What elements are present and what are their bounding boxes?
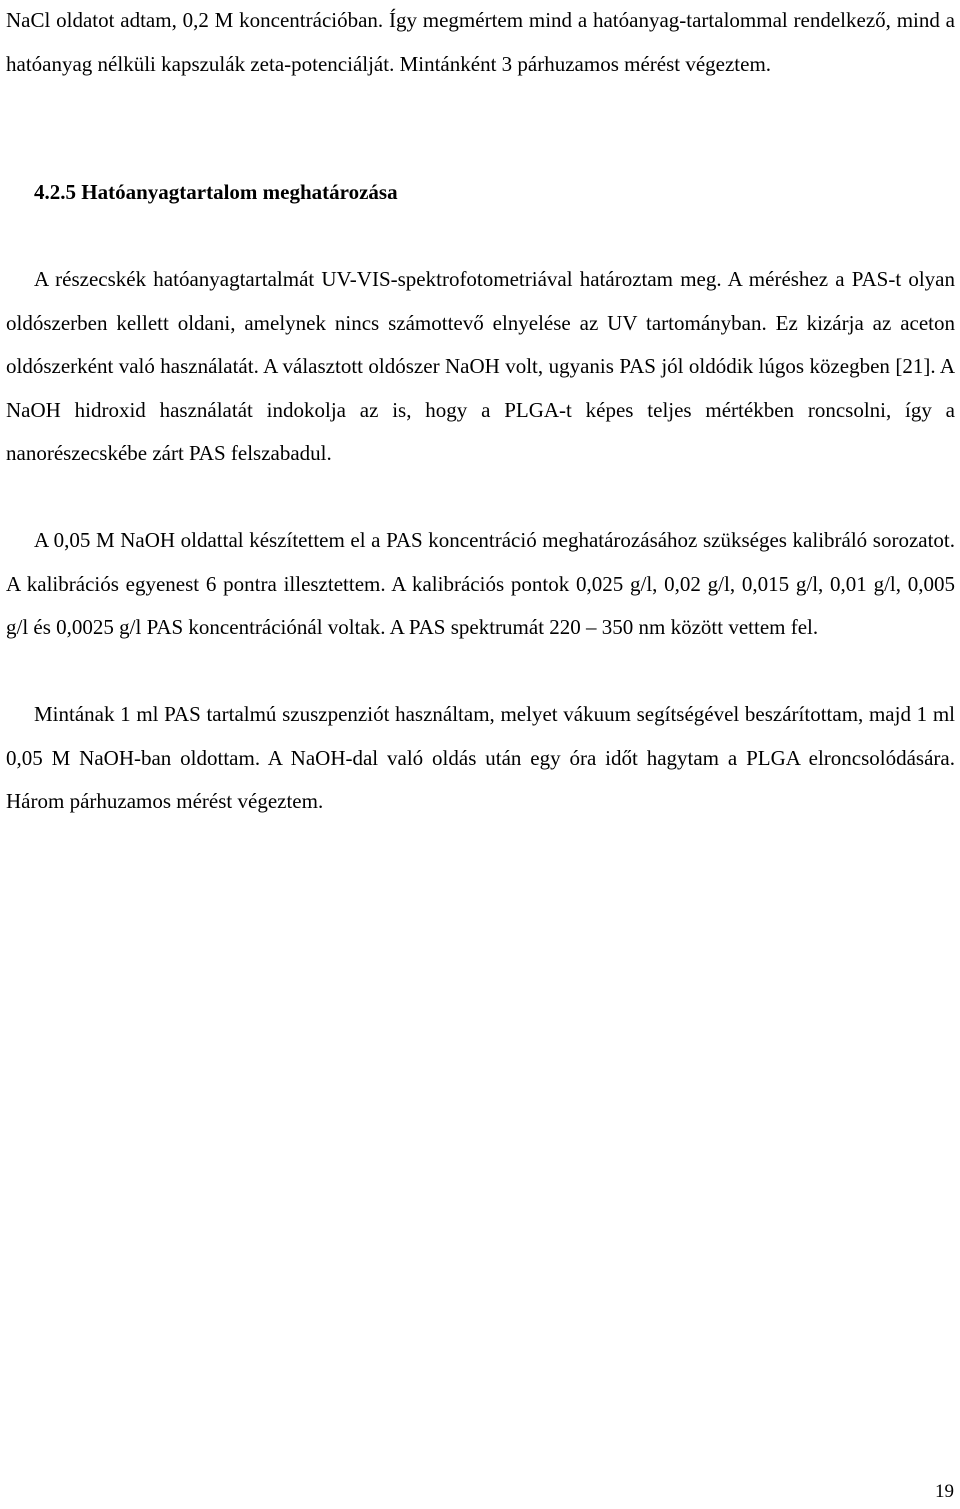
paragraph-calibration: A 0,05 M NaOH oldattal készítettem el a PAS koncentráció meghatározásához szükséges kalibráló sorozatot. A kalibrációs egyenest 6 pontra illesztettem. A kalibrációs pontok 0,025 g/l, 0,02 g/l, 0,015 g/l, 0,01 g/l, 0,005 g/l és 0,0025 g/l PAS koncentrációnál voltak. A PAS spektrumát 220 – 350 nm között vettem fel. bbox=[6, 528, 955, 639]
page-number: 19 bbox=[935, 1481, 954, 1502]
paragraph-method: A részecskék hatóanyagtartalmát UV-VIS-spektrofotometriával határoztam meg. A méréshez a PAS-t olyan oldószerben kellett oldani, amelynek nincs számottevő elnyelése az UV tartományban. Ez kizárja az aceton oldószerként való használatát. A választott oldószer NaOH volt, ugyanis PAS jól oldódik lúgos közegben [21]. A NaOH hidroxid használatát indokolja az is, hogy a PLGA-t képes teljes mértékben roncsolni, így a nanorészecskébe zárt PAS felszabadul. bbox=[6, 267, 955, 465]
section-heading: 4.2.5 Hatóanyagtartalom meghatározása bbox=[34, 180, 398, 204]
paragraph-sample: Mintának 1 ml PAS tartalmú szuszpenziót használtam, melyet vákuum segítségével beszárítottam, majd 1 ml 0,05 M NaOH-ban oldottam. A NaOH-dal való oldás után egy óra időt hagytam a PLGA elroncsolódására. Három párhuzamos mérést végeztem. bbox=[6, 702, 955, 813]
paragraph-intro: NaCl oldatot adtam, 0,2 M koncentrációban. Így megmértem mind a hatóanyag-tartalommal rendelkező, mind a hatóanyag nélküli kapszulák zeta-potenciálját. Mintánként 3 párhuzamos mérést végeztem. bbox=[6, 8, 955, 76]
